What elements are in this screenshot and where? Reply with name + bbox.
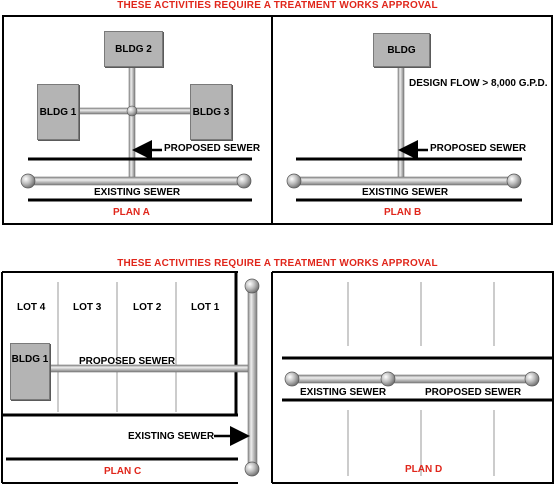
plan-d-existing-label: EXISTING SEWER <box>300 387 387 398</box>
plan-a-bldg-2 <box>104 31 163 67</box>
plan-b-existing-label: EXISTING SEWER <box>362 187 449 198</box>
plan-b-manhole-left <box>287 174 301 188</box>
plan-d-art <box>272 272 553 483</box>
plan-b-bldg-label: BLDG <box>387 44 416 56</box>
plan-b-lateral <box>398 64 404 180</box>
plan-d-proposed-label: PROPOSED SEWER <box>425 387 522 398</box>
plan-b-existing-sewer <box>294 177 514 185</box>
plan-a-bldg-1-label: BLDG 1 <box>39 106 77 118</box>
plan-c-existing-label: EXISTING SEWER <box>128 431 215 442</box>
plan-c-existing-sewer <box>248 286 257 469</box>
plan-a-bldg-2-label: BLDG 2 <box>115 43 152 55</box>
plan-b-caption: PLAN B <box>384 207 422 218</box>
plan-b-flow-note: DESIGN FLOW > 8,000 G.P.D. <box>409 78 548 89</box>
plan-a-proposed-label: PROPOSED SEWER <box>164 143 261 154</box>
top-heading: THESE ACTIVITIES REQUIRE A TREATMENT WORKS APPROVAL <box>117 0 438 11</box>
plan-a-junction <box>127 106 137 116</box>
plan-c-manhole-bottom <box>245 462 259 476</box>
plan-a-bldg-1 <box>37 84 79 140</box>
plan-d-caption: PLAN D <box>405 464 443 475</box>
plan-d-proposed-sewer <box>388 375 532 383</box>
plan-c-proposed-label: PROPOSED SEWER <box>79 356 176 367</box>
plan-b-manhole-right <box>507 174 521 188</box>
plan-c-lot-2: LOT 2 <box>133 302 162 313</box>
plan-c-bldg-1 <box>10 343 50 400</box>
plan-a-manhole-left <box>21 174 35 188</box>
plan-b-bldg <box>373 33 430 67</box>
plan-a-lateral-vertical <box>129 62 135 180</box>
plan-d-manhole-right <box>525 372 539 386</box>
plan-c-caption: PLAN C <box>104 466 142 477</box>
bottom-heading: THESE ACTIVITIES REQUIRE A TREATMENT WORKS APPROVAL <box>117 258 438 269</box>
plan-d-manhole-middle <box>381 372 395 386</box>
plan-c-lot-4: LOT 4 <box>17 302 46 313</box>
plan-c-manhole-top <box>245 279 259 293</box>
plan-a-caption: PLAN A <box>113 207 150 218</box>
plan-a-existing-sewer <box>28 177 244 185</box>
plan-a-bldg-3 <box>190 84 232 140</box>
plan-c-lot-1: LOT 1 <box>191 302 220 313</box>
plan-a-manhole-right <box>237 174 251 188</box>
plan-a-bldg-3-label: BLDG 3 <box>192 106 230 118</box>
plan-d-existing-sewer <box>292 375 388 383</box>
plan-d-manhole-left <box>285 372 299 386</box>
plan-b-proposed-label: PROPOSED SEWER <box>430 143 527 154</box>
plan-a-existing-label: EXISTING SEWER <box>94 187 181 198</box>
plan-c-lot-3: LOT 3 <box>73 302 102 313</box>
plan-c-bldg-1-label: BLDG 1 <box>11 354 49 365</box>
